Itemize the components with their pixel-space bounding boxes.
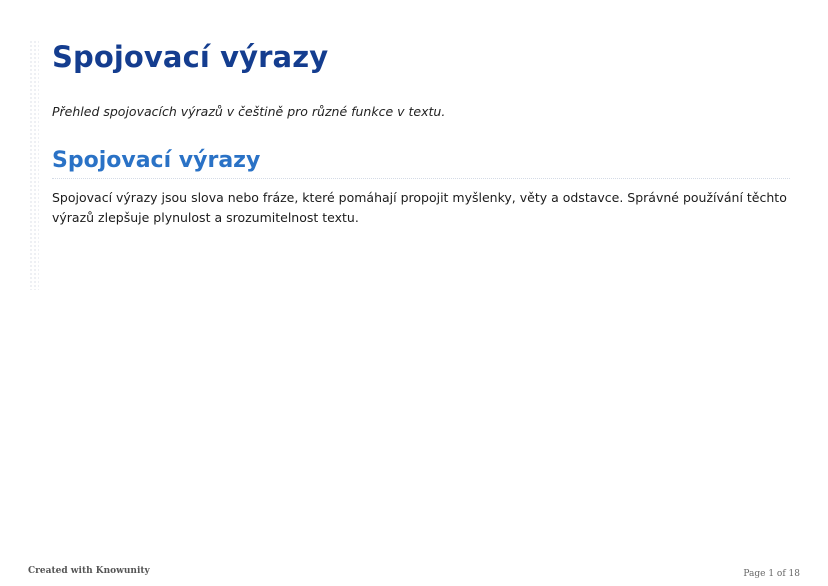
decorative-dot-strip <box>29 40 39 290</box>
section-spojovaci-vyrazy <box>52 146 790 228</box>
section-paragraph: Spojovací výrazy jsou slova nebo fráze, které pomáhají propojit myšlenky, věty a odstavce. Správné používání těchto výrazů zlepšuje plynulost a srozumitelnost textu. <box>52 190 787 225</box>
page-content <box>52 36 790 228</box>
footer-credit: Created with Knowunity <box>28 566 150 576</box>
page-indicator: Page 1 of 18 <box>743 569 800 579</box>
page-title: Spojovací výrazy <box>52 40 329 74</box>
page-subtitle: Přehled spojovacích výrazů v češtině pro různé funkce v textu. <box>52 104 446 119</box>
section-heading: Spojovací výrazy <box>52 146 790 179</box>
